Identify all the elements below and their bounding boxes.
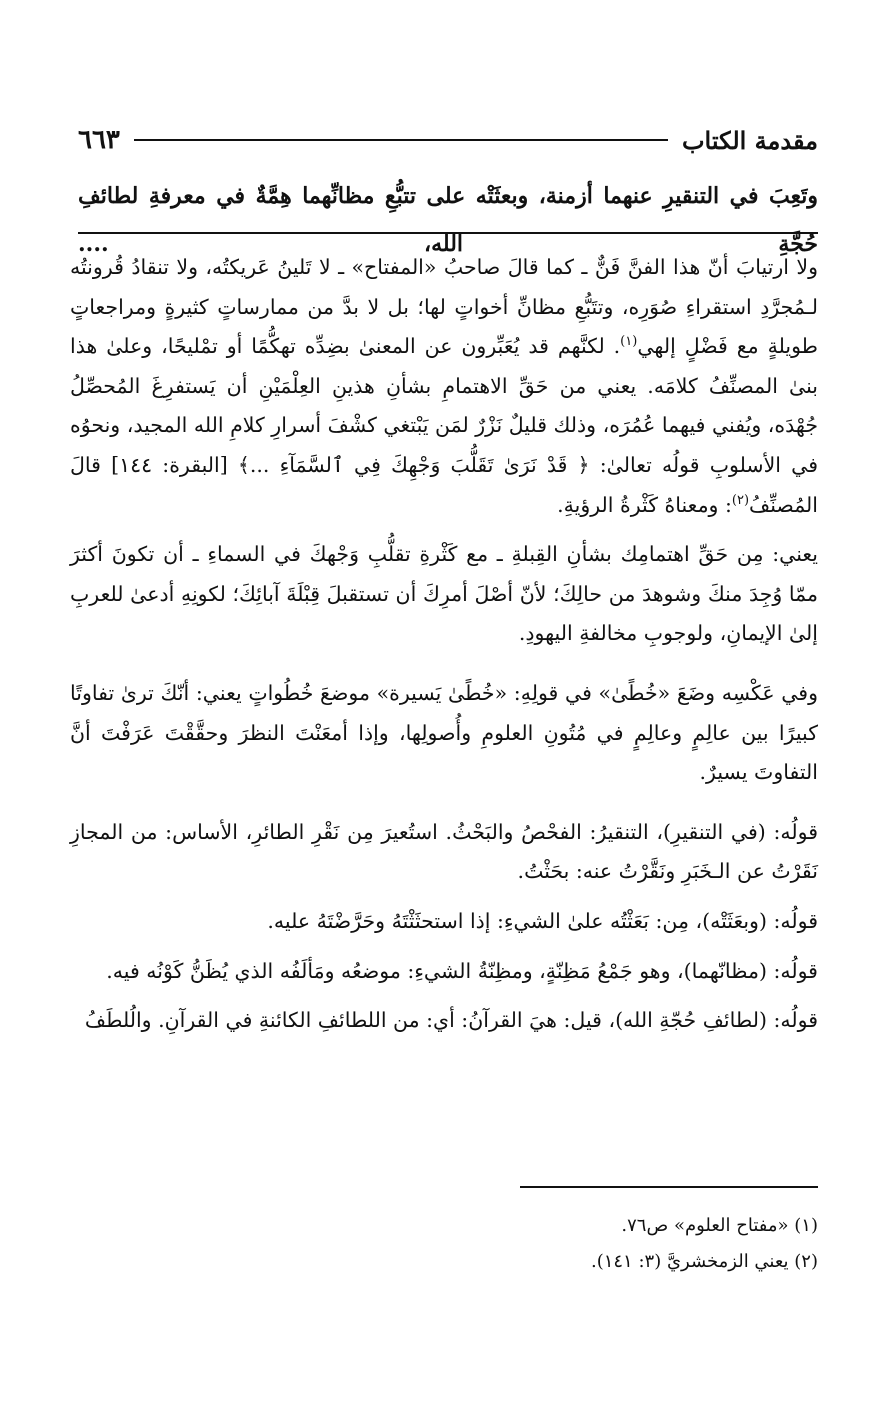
header-rule <box>134 139 668 141</box>
paragraph-2-text: وعلىٰ هذا بنىٰ المصنِّفُ كلامَه. يعني من حَقِّ الاهتمامِ بشأنِ هذينِ العِلْمَيْنِ أن يَستفرِغَ المُحصِّلُ جُهْدَه، ويُفني فيهما عُمُرَه، وذلك قليلٌ نَزْرٌ لمَن يَبْتغي كشْفَ أسرارِ كلامِ الله المجيد، ونحوُه في الأسلوبِ قولُه تعالىٰ: ﴿ قَدْ نَرَىٰ تَقَلُّبَ وَجْهِكَ فِي ٱلسَّمَآءِ ...﴾ [البقرة: ١٤٤] قالَ المُصنِّفُ <box>70 334 818 517</box>
paragraph-6: قولُه: (وبعَثَتْه)، مِن: بَعَثْتُه علىٰ الشيءِ: إذا استحثَثْتَهُ وحَرَّضْتَهُ عليه. <box>267 908 818 933</box>
paragraph-3: يعني: مِن حَقِّ اهتمامِك بشأنِ القِبلةِ ـ مع كَثْرةِ تقلُّبِ وَجْهكَ في السماءِ ـ أن تكونَ أكثرَ ممّا وُجِدَ منكَ وشوهدَ من حالِكَ؛ لأنّ أصْلَ أمرِكَ أن تستقبلَ قِبْلَةَ آبائِكَ؛ لكونِهِ أدعىٰ للعربِ إلىٰ الإيمانِ، ولوجوبِ مخالفةِ اليهودِ. <box>70 542 818 646</box>
paragraph-4: وفي عَكْسِه وضَعَ «خُطًىٰ» في قولِهِ: «خُطًىٰ يَسيرة» موضعَ خُطُواتٍ يعني: أنّكَ ترىٰ تفاوتًا كبيرًا بين عالِمٍ وعالِمٍ في مُتُونِ العلومِ وأُصولِها، وإذا أمعَنْتَ النظرَ وحقَّقْتَ عَرَفْتَ أنَّ التفاوتَ يسيرٌ. <box>70 680 818 785</box>
chapter-title: مقدمة الكتاب <box>681 125 818 155</box>
paragraph-7: قولُه: (مظانّهما)، وهو جَمْعُ مَظِنّةٍ، ومظِنّةُ الشيءِ: موضعُه ومَألَفُه الذي يُظَنُّ كَوْنُه فيه. <box>106 958 818 983</box>
paragraph-5: قولُه: (في التنقيرِ)، التنقيرُ: الفحْصُ والبَحْثُ. استُعيرَ مِن نَقْرِ الطائرِ، الأساس: من المجازِ نَقَرْتُ عن الـخَبَرِ ونَقَّرْتُ عنه: بحَثْتُ. <box>70 819 818 884</box>
footnote-ref-2: (٢) <box>731 492 750 508</box>
footnote-1: (١) «مفتاح العلوم» ص٧٦. <box>621 1215 818 1236</box>
footnote-2: (٢) يعني الزمخشريَّ (٣: ١٤١). <box>590 1251 818 1272</box>
footnote-separator <box>520 1186 818 1188</box>
paragraph-8: قولُه: (لطائفِ حُجّةِ الله)، قيل: هيَ القرآنُ: أي: من اللطائفِ الكائنةِ في القرآنِ. والُلطَفُ <box>84 1008 818 1033</box>
footnotes <box>78 1208 818 1280</box>
matn-separator <box>78 232 818 234</box>
paragraph-2-tail: : ومعناهُ كَثْرةُ الرؤيةِ. <box>557 492 732 517</box>
page-number: ٦٦٣ <box>78 125 120 155</box>
page-header <box>78 120 818 160</box>
paragraph-1-text: ولا ارتيابَ أنّ هذا الفنَّ فَنٌّ ـ كما قالَ صاحبُ «المفتاح» ـ لا تَلينُ عَريكتُه، ولا تنقادُ قُرونتُه لـمُجرَّدِ استقراءِ صُوَرِه، وتتَبُّعِ مظانِّ أخواتٍ لها؛ بل لا بدَّ من ممارساتٍ كثيرةٍ ومراجعاتٍ طويلةٍ مع فَضْلٍ إلهي <box>70 255 818 359</box>
paragraph-1-tail: . لكنَّهم قد يُعَبِّرون عن المعنىٰ بضِدِّه تهكُّمًا أو تمْليحًا، <box>161 334 621 359</box>
footnote-ref-1: (١) <box>620 334 638 350</box>
commentary-body <box>70 248 818 1051</box>
paragraph-1 <box>70 248 818 525</box>
matn-text: وتَعِبَ في التنقيرِ عنهما أزمنة، وبعثَتْه على تتبُّعِ مظانِّهما هِمَّةٌ في معرفةِ لطائفِ حُجَّةِ الله، .... <box>78 183 818 257</box>
